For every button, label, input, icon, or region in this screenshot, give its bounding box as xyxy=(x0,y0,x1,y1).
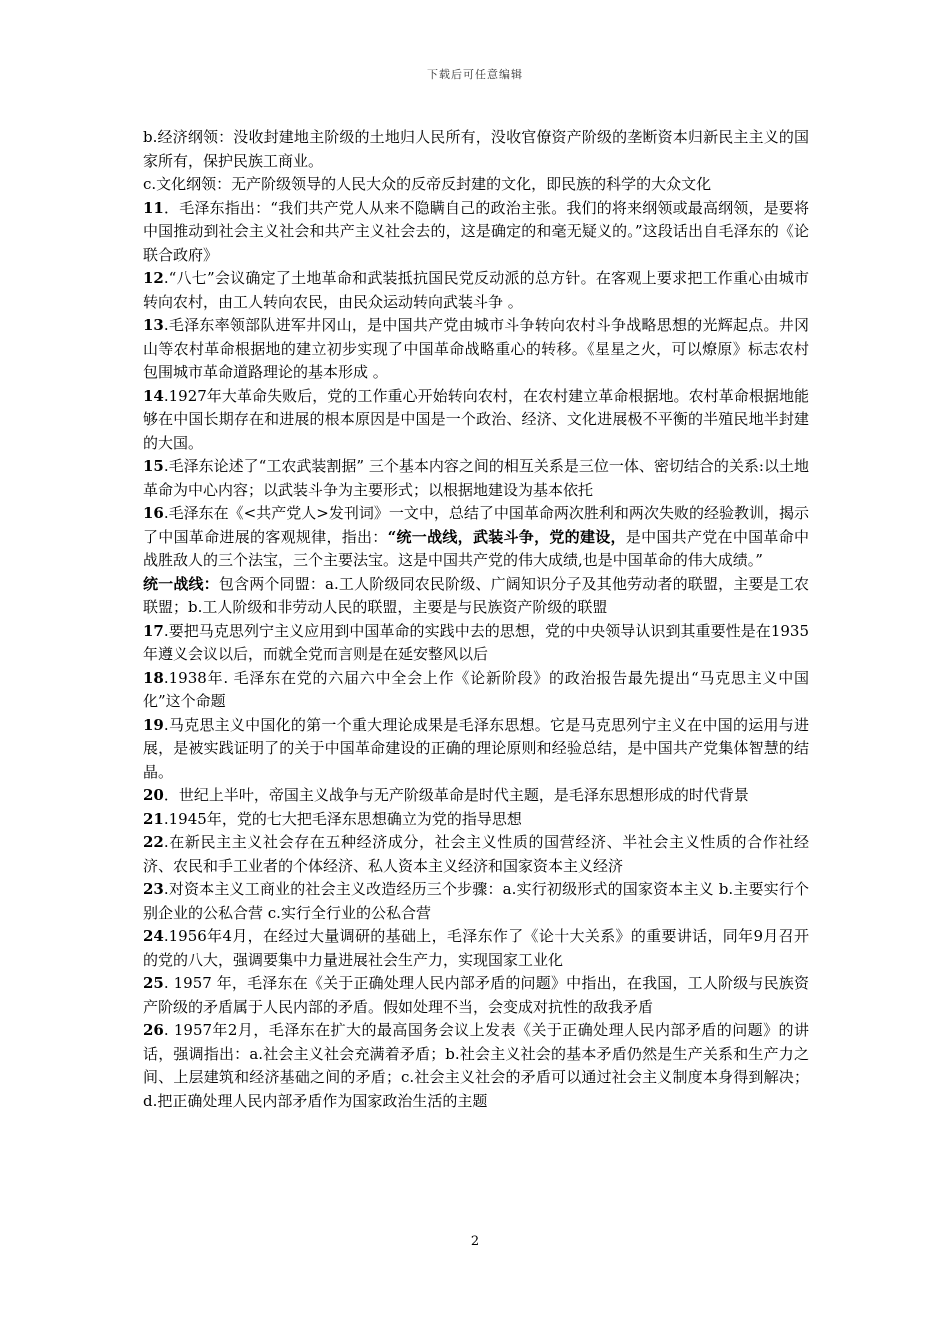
paragraph-text: b.经济纲领：没收封建地主阶级的土地归人民所有，没收官僚资产阶级的垄断资本归新民主主义的国家所有，保护民族工商业。 xyxy=(143,128,809,170)
paragraph-text: .1927年大革命失败后，党的工作重心开始转向农村，在农村建立革命根据地。农村革命根据地能够在中国长期存在和进展的根本原因是中国是一个政治、经济、文化进展极不平衡的半殖民地半封建的大国。 xyxy=(143,386,809,452)
document-body xyxy=(143,126,809,1113)
paragraph-text: .要把马克思列宁主义应用到中国革命的实践中去的思想，党的中央领导认识到其重要性是在1935年遵义会议以后，而就全党而言则是在延安整风以后 xyxy=(143,621,809,663)
paragraph-economic-program xyxy=(143,126,809,173)
paragraph-18 xyxy=(143,667,809,714)
item-number: 20 xyxy=(143,786,164,804)
paragraph-text: . 1957年2月，毛泽东在扩大的最高国务会议上发表《关于正确处理人民内部矛盾的问题》的讲话，强调指出：a.社会主义社会充满着矛盾；b.社会主义社会的基本矛盾仍然是生产关系和生产力之间、上层建筑和经济基础之间的矛盾；c.社会主义社会的矛盾可以通过社会主义制度本身得到解决；d.把正确处理人民内部矛盾作为国家政治生活的主题 xyxy=(143,1021,809,1110)
paragraph-14 xyxy=(143,385,809,456)
paragraph-text: .毛泽东论述了“工农武装割据” 三个基本内容之间的相互关系是三位一体、密切结合的关系:以土地革命为中心内容；以武装斗争为主要形式；以根据地建设为基本依托 xyxy=(143,457,809,499)
paragraph-26 xyxy=(143,1019,809,1113)
paragraph-text: .马克思主义中国化的第一个重大理论成果是毛泽东思想。它是马克思列宁主义在中国的运用与进展，是被实践证明了的关于中国革命建设的正确的理论原则和经验总结，是中国共产党集体智慧的结晶。 xyxy=(143,715,809,781)
item-number: 13 xyxy=(143,316,164,334)
paragraph-text: c.文化纲领：无产阶级领导的人民大众的反帝反封建的文化，即民族的科学的大众文化 xyxy=(143,175,712,193)
paragraph-12 xyxy=(143,267,809,314)
page-number: 2 xyxy=(470,1234,480,1249)
paragraph-23 xyxy=(143,878,809,925)
item-number: 19 xyxy=(143,715,164,734)
paragraph-text: .1956年4月，在经过大量调研的基础上，毛泽东作了《论十大关系》的重要讲话，同年9月召开的党的八大，强调要集中力量进展社会生产力，实现国家工业化 xyxy=(143,927,809,969)
item-number: 14 xyxy=(143,386,164,405)
item-number: 22 xyxy=(143,833,164,851)
paragraph-text: .1938年. 毛泽东在党的六届六中全会上作《论新阶段》的政治报告最先提出“马克思主义中国化”这个命题 xyxy=(143,668,809,710)
item-number: 12 xyxy=(143,269,164,287)
united-front-heading: 统一战线： xyxy=(143,574,219,593)
paragraph-united-front xyxy=(143,573,809,620)
paragraph-text: .1945年，党的七大把毛泽东思想确立为党的指导思想 xyxy=(163,809,522,828)
paragraph-text: .毛泽东在《<共产党人>发刊词》一文中，总结了中国革命两次胜利和两次失败的经验教训，揭示了中国革命进展的客观规律，指出： xyxy=(143,504,809,546)
item-number: 26 xyxy=(143,1021,164,1039)
paragraph-17 xyxy=(143,620,809,667)
paragraph-15 xyxy=(143,455,809,502)
paragraph-text: ．世纪上半叶，帝国主义战争与无产阶级革命是时代主题，是毛泽东思想形成的时代背景 xyxy=(163,786,749,804)
paragraph-11 xyxy=(143,197,809,268)
item-number: 15 xyxy=(143,457,164,475)
item-number: 11 xyxy=(143,198,164,217)
item-number: 18 xyxy=(143,668,164,687)
paragraph-text: .“八七”会议确定了土地革命和武装抵抗国民党反动派的总方针。在客观上要求把工作重心由城市转向农村，由工人转向农民，由民众运动转向武装斗争 。 xyxy=(143,269,809,311)
item-number: 16 xyxy=(143,504,164,522)
paragraph-21 xyxy=(143,808,809,832)
item-number: 23 xyxy=(143,880,164,898)
page-header: 下载后可任意编辑 xyxy=(427,68,523,81)
paragraph-24 xyxy=(143,925,809,972)
paragraph-text: .毛泽东率领部队进军井冈山，是中国共产党由城市斗争转向农村斗争战略思想的光辉起点。井冈山等农村革命根据地的建立初步实现了中国革命战略重心的转移。《星星之火，可以燎原》标志农村包围城市革命道路理论的基本形成 。 xyxy=(143,316,809,381)
paragraph-19 xyxy=(143,714,809,785)
paragraph-text: ．毛泽东指出：“我们共产党人从来不隐瞒自己的政治主张。我们的将来纲领或最高纲领，是要将中国推动到社会主义社会和共产主义社会去的，这是确定的和毫无疑义的。”这段话出自毛泽东的《论联合政府》 xyxy=(143,198,809,264)
paragraph-text-tail: 是中国共产党在中国革命中战胜敌人的三个法宝，三个主要法宝。这是中国共产党的伟大成绩,也是中国革命的伟大成绩。” xyxy=(143,527,809,569)
paragraph-text: .在新民主主义社会存在五种经济成分，社会主义性质的国营经济、半社会主义性质的合作社经济、农民和手工业者的个体经济、私人资本主义经济和国家资本主义经济 xyxy=(143,833,809,875)
three-magic-weapons-emphasis: “统一战线，武装斗争，党的建设， xyxy=(387,527,626,546)
paragraph-25 xyxy=(143,972,809,1019)
paragraph-22 xyxy=(143,831,809,878)
paragraph-20 xyxy=(143,784,809,808)
paragraph-13 xyxy=(143,314,809,385)
paragraph-text: . 1957 年，毛泽东在《关于正确处理人民内部矛盾的问题》中指出，在我国，工人阶级与民族资产阶级的矛盾属于人民内部的矛盾。假如处理不当，会变成对抗性的敌我矛盾 xyxy=(143,974,809,1016)
paragraph-cultural-program xyxy=(143,173,809,197)
item-number: 17 xyxy=(143,621,164,640)
paragraph-text: .对资本主义工商业的社会主义改造经历三个步骤：a.实行初级形式的国家资本主义 b.主要实行个别企业的公私合营 c.实行全行业的公私合营 xyxy=(143,880,809,922)
item-number: 21 xyxy=(143,809,164,828)
paragraph-text: 包含两个同盟：a.工人阶级同农民阶级、广阔知识分子及其他劳动者的联盟，主要是工农联盟；b.工人阶级和非劳动人民的联盟，主要是与民族资产阶级的联盟 xyxy=(143,574,809,616)
item-number: 25 xyxy=(143,974,164,992)
item-number: 24 xyxy=(143,927,164,945)
paragraph-16 xyxy=(143,502,809,573)
